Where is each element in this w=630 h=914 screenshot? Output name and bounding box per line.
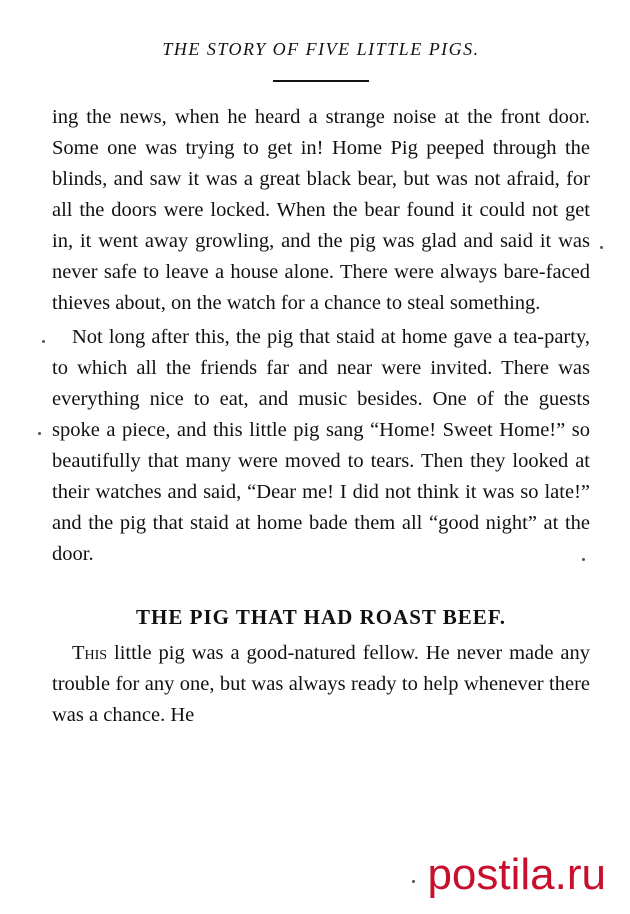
paper-speck: [582, 558, 585, 561]
watermark-logo: [427, 850, 606, 900]
paragraph-tea-party: Not long after this, the pig that staid at home gave a tea-party, to which all the friends far and near were invited. There was everything nice to eat, and music besides. One of the guests spoke a piece, and this little pig sang “Home! Sweet Home!” so beautifully that many were moved to tears. Then they looked at their watches and said, “Dear me! I did not think it was so late!” and the pig that staid at home bade them all “good night” at the door.: [52, 326, 590, 565]
section-text: little pig was a good-natured fellow. He never made any trouble for any one, but was always ready to help whenever there was a chance. He: [52, 642, 590, 726]
section-lead-word: This: [72, 642, 108, 664]
header-rule: [273, 80, 369, 82]
paper-speck: [600, 246, 603, 249]
paper-speck: [38, 432, 41, 435]
book-page: [52, 38, 590, 731]
section-paragraph: [52, 638, 590, 731]
watermark-text: postila.ru: [427, 850, 606, 899]
paragraph-continued: ing the news, when he heard a strange noise at the front door. Some one was trying to get in! Home Pig peeped through the blinds, and saw it was a great black bear, but was not afraid, for all the doors were locked. When the bear found it could not get in, it went away growling, and the pig was glad and said it was never safe to leave a house alone. There were always bare-faced thieves about, on the watch for a chance to steal something.: [52, 106, 590, 314]
paper-speck: [42, 340, 45, 343]
section-title: THE PIG THAT HAD ROAST BEEF.: [136, 605, 506, 629]
running-head: THE STORY OF FIVE LITTLE PIGS.: [162, 39, 480, 59]
paper-speck: [412, 880, 415, 883]
